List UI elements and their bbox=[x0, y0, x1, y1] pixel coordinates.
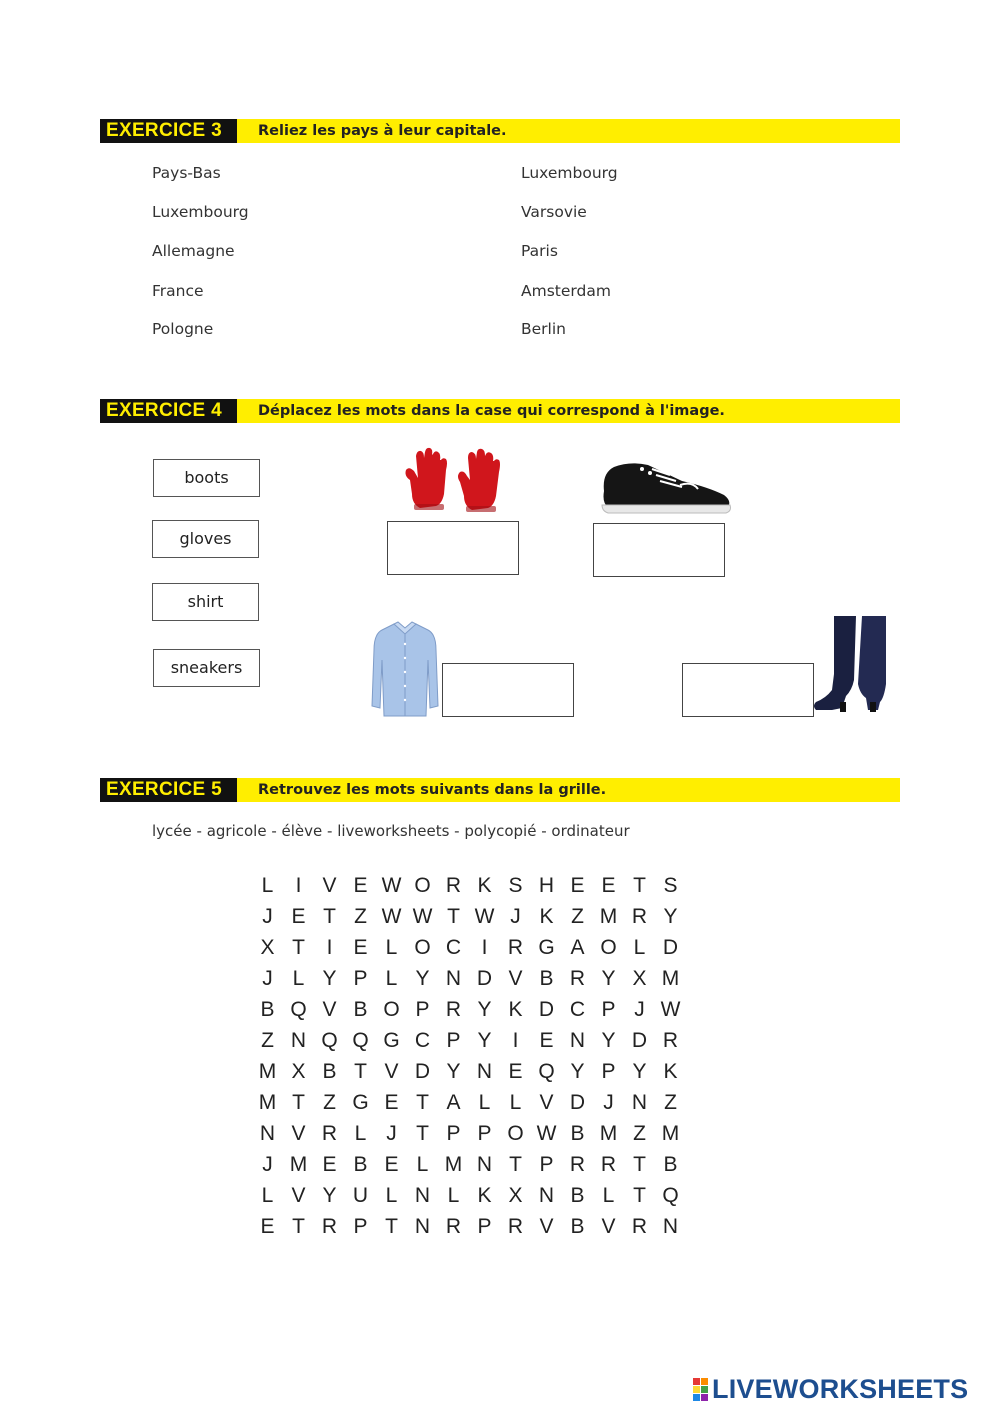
boots-image bbox=[812, 614, 894, 714]
grid-cell[interactable]: L bbox=[385, 966, 398, 990]
grid-cell[interactable]: L bbox=[633, 935, 646, 959]
grid-cell[interactable]: V bbox=[322, 873, 337, 897]
grid-cell[interactable]: E bbox=[539, 1028, 554, 1052]
grid-cell[interactable]: T bbox=[292, 935, 305, 959]
grid-cell[interactable]: E bbox=[291, 904, 306, 928]
grid-cell[interactable]: B bbox=[539, 966, 554, 990]
exercise-5-header bbox=[100, 778, 900, 802]
grid-cell[interactable]: B bbox=[570, 1214, 585, 1238]
grid-cell[interactable]: Y bbox=[446, 1059, 461, 1083]
grid-cell[interactable]: Z bbox=[323, 1090, 336, 1114]
grid-cell[interactable]: Y bbox=[322, 1183, 337, 1207]
country-item[interactable]: Luxembourg bbox=[152, 203, 249, 221]
grid-cell[interactable]: B bbox=[570, 1183, 585, 1207]
grid-cell[interactable]: E bbox=[353, 935, 368, 959]
grid-cell[interactable]: X bbox=[508, 1183, 523, 1207]
grid-cell[interactable]: E bbox=[508, 1059, 523, 1083]
grid-cell[interactable]: R bbox=[600, 1152, 617, 1176]
grid-cell[interactable]: W bbox=[536, 1121, 557, 1145]
grid-cell[interactable]: T bbox=[354, 1059, 367, 1083]
grid-cell[interactable]: M bbox=[289, 1152, 308, 1176]
grid-cell[interactable]: I bbox=[326, 935, 333, 959]
grid-cell[interactable]: P bbox=[446, 1121, 461, 1145]
exercise-3-instruction: Reliez les pays à leur capitale. bbox=[258, 123, 507, 139]
grid-cell[interactable]: K bbox=[477, 1183, 492, 1207]
grid-cell[interactable]: E bbox=[570, 873, 585, 897]
grid-cell[interactable]: J bbox=[262, 1152, 273, 1176]
grid-cell[interactable]: K bbox=[539, 904, 554, 928]
grid-cell[interactable]: D bbox=[476, 966, 493, 990]
grid-cell[interactable]: Q bbox=[290, 997, 307, 1021]
grid-cell[interactable]: L bbox=[292, 966, 305, 990]
grid-cell[interactable]: B bbox=[353, 1152, 368, 1176]
word-sneakers[interactable]: sneakers bbox=[153, 649, 260, 687]
grid-cell[interactable]: M bbox=[599, 1121, 618, 1145]
grid-cell[interactable]: M bbox=[661, 966, 680, 990]
grid-cell[interactable]: O bbox=[600, 935, 617, 959]
grid-cell[interactable]: N bbox=[414, 1183, 431, 1207]
grid-cell[interactable]: Y bbox=[570, 1059, 585, 1083]
word-boots[interactable]: boots bbox=[153, 459, 260, 497]
grid-cell[interactable]: O bbox=[383, 997, 400, 1021]
grid-cell[interactable]: V bbox=[384, 1059, 399, 1083]
grid-cell[interactable]: J bbox=[510, 904, 521, 928]
grid-cell[interactable]: N bbox=[445, 966, 462, 990]
grid-cell[interactable]: V bbox=[508, 966, 523, 990]
grid-cell[interactable]: Q bbox=[538, 1059, 555, 1083]
grid-cell[interactable]: R bbox=[507, 1214, 524, 1238]
grid-cell[interactable]: P bbox=[477, 1214, 492, 1238]
grid-cell[interactable]: E bbox=[601, 873, 616, 897]
grid-cell[interactable]: E bbox=[384, 1090, 399, 1114]
grid-cell[interactable]: N bbox=[662, 1214, 679, 1238]
grid-cell[interactable]: B bbox=[260, 997, 275, 1021]
grid-cell[interactable]: L bbox=[385, 935, 398, 959]
grid-cell[interactable]: M bbox=[258, 1059, 277, 1083]
logo-block bbox=[693, 1386, 700, 1393]
grid-cell[interactable]: B bbox=[353, 997, 368, 1021]
grid-cell[interactable]: R bbox=[631, 1214, 648, 1238]
logo-block bbox=[701, 1386, 708, 1393]
exercise-4-instruction: Déplacez les mots dans la case qui correspond à l'image. bbox=[258, 403, 725, 419]
grid-cell[interactable]: W bbox=[381, 904, 402, 928]
grid-cell[interactable]: R bbox=[569, 1152, 586, 1176]
country-item[interactable]: Allemagne bbox=[152, 242, 235, 260]
capital-item[interactable]: Berlin bbox=[521, 320, 566, 338]
grid-cell[interactable]: N bbox=[476, 1059, 493, 1083]
grid-cell[interactable]: M bbox=[444, 1152, 463, 1176]
grid-cell[interactable]: D bbox=[569, 1090, 586, 1114]
grid-cell[interactable]: E bbox=[260, 1214, 275, 1238]
grid-cell[interactable]: T bbox=[633, 1183, 646, 1207]
capital-item[interactable]: Amsterdam bbox=[521, 282, 611, 300]
grid-cell[interactable]: R bbox=[569, 966, 586, 990]
exercise-3-badge: EXERCICE 3 bbox=[100, 119, 237, 143]
grid-cell[interactable]: X bbox=[632, 966, 647, 990]
grid-cell[interactable]: G bbox=[538, 935, 555, 959]
exercise-5-badge: EXERCICE 5 bbox=[100, 778, 237, 802]
drop-box-boots[interactable] bbox=[682, 663, 814, 717]
grid-cell[interactable]: H bbox=[538, 873, 555, 897]
grid-cell[interactable]: L bbox=[509, 1090, 522, 1114]
grid-cell[interactable]: Y bbox=[601, 1028, 616, 1052]
grid-cell[interactable]: P bbox=[539, 1152, 554, 1176]
grid-cell[interactable]: R bbox=[321, 1214, 338, 1238]
grid-cell[interactable]: T bbox=[447, 904, 460, 928]
grid-cell[interactable]: M bbox=[258, 1090, 277, 1114]
drop-box-sneakers[interactable] bbox=[593, 523, 725, 577]
grid-cell[interactable]: A bbox=[570, 935, 585, 959]
grid-cell[interactable]: L bbox=[478, 1090, 491, 1114]
grid-cell[interactable]: G bbox=[383, 1028, 400, 1052]
grid-cell[interactable]: Y bbox=[415, 966, 430, 990]
grid-cell[interactable]: L bbox=[354, 1121, 367, 1145]
grid-cell[interactable]: N bbox=[538, 1183, 555, 1207]
grid-cell[interactable]: W bbox=[412, 904, 433, 928]
grid-cell[interactable]: P bbox=[601, 1059, 616, 1083]
grid-cell[interactable]: N bbox=[476, 1152, 493, 1176]
word-search-list: lycée - agricole - élève - liveworksheets - polycopié - ordinateur bbox=[152, 822, 630, 840]
grid-cell[interactable]: N bbox=[414, 1214, 431, 1238]
grid-cell[interactable]: V bbox=[291, 1183, 306, 1207]
grid-cell[interactable]: Y bbox=[601, 966, 616, 990]
grid-cell[interactable]: R bbox=[445, 997, 462, 1021]
grid-cell[interactable]: S bbox=[508, 873, 523, 897]
grid-cell[interactable]: I bbox=[295, 873, 302, 897]
logo-mark-icon bbox=[693, 1378, 708, 1401]
grid-cell[interactable]: G bbox=[352, 1090, 369, 1114]
grid-cell[interactable]: N bbox=[631, 1090, 648, 1114]
grid-cell[interactable]: I bbox=[481, 935, 488, 959]
grid-cell[interactable]: L bbox=[261, 873, 274, 897]
grid-cell[interactable]: L bbox=[602, 1183, 615, 1207]
exercise-4-header bbox=[100, 399, 900, 423]
grid-cell[interactable]: O bbox=[414, 935, 431, 959]
grid-cell[interactable]: R bbox=[445, 1214, 462, 1238]
grid-cell[interactable]: Z bbox=[633, 1121, 646, 1145]
grid-cell[interactable]: V bbox=[539, 1214, 554, 1238]
exercise-5-instruction: Retrouvez les mots suivants dans la grille. bbox=[258, 782, 607, 798]
grid-cell[interactable]: T bbox=[633, 873, 646, 897]
grid-cell[interactable]: T bbox=[323, 904, 336, 928]
grid-cell[interactable]: J bbox=[634, 997, 645, 1021]
grid-cell[interactable]: Y bbox=[632, 1059, 647, 1083]
shirt-image bbox=[368, 620, 442, 718]
grid-cell[interactable]: K bbox=[663, 1059, 678, 1083]
grid-cell[interactable]: P bbox=[353, 966, 368, 990]
grid-cell[interactable]: T bbox=[292, 1090, 305, 1114]
logo-block bbox=[701, 1378, 708, 1385]
grid-cell[interactable]: J bbox=[262, 966, 273, 990]
logo-block bbox=[701, 1394, 708, 1401]
grid-cell[interactable]: D bbox=[631, 1028, 648, 1052]
grid-cell[interactable]: C bbox=[445, 935, 462, 959]
grid-cell[interactable]: U bbox=[352, 1183, 369, 1207]
drop-box-gloves[interactable] bbox=[387, 521, 519, 575]
capital-item[interactable]: Paris bbox=[521, 242, 558, 260]
grid-cell[interactable]: E bbox=[322, 1152, 337, 1176]
grid-cell[interactable]: V bbox=[539, 1090, 554, 1114]
grid-cell[interactable]: O bbox=[414, 873, 431, 897]
grid-cell[interactable]: P bbox=[353, 1214, 368, 1238]
grid-cell[interactable]: N bbox=[569, 1028, 586, 1052]
grid-cell[interactable]: I bbox=[512, 1028, 519, 1052]
grid-cell[interactable]: W bbox=[660, 997, 681, 1021]
country-item[interactable]: Pologne bbox=[152, 320, 214, 338]
grid-cell[interactable]: W bbox=[381, 873, 402, 897]
grid-cell[interactable]: X bbox=[260, 935, 275, 959]
logo-text: LIVEWORKSHEETS bbox=[712, 1374, 969, 1404]
grid-cell[interactable]: D bbox=[414, 1059, 431, 1083]
word-gloves[interactable]: gloves bbox=[152, 520, 259, 558]
country-item[interactable]: Pays-Bas bbox=[152, 164, 221, 182]
logo-block bbox=[693, 1394, 700, 1401]
grid-cell[interactable]: R bbox=[445, 873, 462, 897]
grid-cell[interactable]: L bbox=[416, 1152, 429, 1176]
drop-box-shirt[interactable] bbox=[442, 663, 574, 717]
grid-cell[interactable]: M bbox=[599, 904, 618, 928]
grid-cell[interactable]: Y bbox=[663, 904, 678, 928]
grid-cell[interactable]: X bbox=[291, 1059, 306, 1083]
grid-cell[interactable]: C bbox=[414, 1028, 431, 1052]
grid-cell[interactable]: L bbox=[447, 1183, 460, 1207]
grid-cell[interactable]: V bbox=[601, 1214, 616, 1238]
grid-cell[interactable]: Y bbox=[322, 966, 337, 990]
grid-cell[interactable]: T bbox=[385, 1214, 398, 1238]
grid-cell[interactable]: B bbox=[663, 1152, 678, 1176]
country-item[interactable]: France bbox=[152, 282, 204, 300]
logo-block bbox=[693, 1378, 700, 1385]
grid-cell[interactable]: L bbox=[261, 1183, 274, 1207]
grid-cell[interactable]: J bbox=[262, 904, 273, 928]
grid-cell[interactable]: L bbox=[385, 1183, 398, 1207]
grid-cell[interactable]: Z bbox=[664, 1090, 677, 1114]
grid-cell[interactable]: K bbox=[508, 997, 523, 1021]
grid-cell[interactable]: N bbox=[259, 1121, 276, 1145]
grid-cell[interactable]: V bbox=[322, 997, 337, 1021]
gloves-image bbox=[400, 446, 510, 518]
grid-cell[interactable]: N bbox=[290, 1028, 307, 1052]
grid-cell[interactable]: R bbox=[507, 935, 524, 959]
grid-cell[interactable]: K bbox=[477, 873, 492, 897]
grid-cell[interactable]: A bbox=[446, 1090, 461, 1114]
word-shirt[interactable]: shirt bbox=[152, 583, 259, 621]
grid-cell[interactable]: E bbox=[353, 873, 368, 897]
grid-cell[interactable]: Q bbox=[321, 1028, 338, 1052]
grid-cell[interactable]: Q bbox=[352, 1028, 369, 1052]
grid-cell[interactable]: O bbox=[507, 1121, 524, 1145]
grid-cell[interactable]: Z bbox=[354, 904, 367, 928]
grid-cell[interactable]: Z bbox=[571, 904, 584, 928]
grid-cell[interactable]: V bbox=[291, 1121, 306, 1145]
sneakers-image bbox=[596, 455, 736, 517]
exercise-3-header bbox=[100, 119, 900, 143]
liveworksheets-logo bbox=[693, 1374, 968, 1404]
grid-cell[interactable]: T bbox=[416, 1121, 429, 1145]
grid-cell[interactable]: B bbox=[322, 1059, 337, 1083]
grid-cell[interactable]: C bbox=[569, 997, 586, 1021]
grid-cell[interactable]: Q bbox=[662, 1183, 679, 1207]
grid-cell[interactable]: T bbox=[292, 1214, 305, 1238]
grid-cell[interactable]: D bbox=[538, 997, 555, 1021]
grid-cell[interactable]: Y bbox=[477, 997, 492, 1021]
grid-cell[interactable]: P bbox=[415, 997, 430, 1021]
grid-cell[interactable]: W bbox=[474, 904, 495, 928]
grid-cell[interactable]: S bbox=[663, 873, 678, 897]
exercise-4-badge: EXERCICE 4 bbox=[100, 399, 237, 423]
grid-cell[interactable]: T bbox=[416, 1090, 429, 1114]
grid-cell[interactable]: J bbox=[603, 1090, 614, 1114]
grid-cell[interactable]: J bbox=[386, 1121, 397, 1145]
grid-cell[interactable]: P bbox=[446, 1028, 461, 1052]
grid-cell[interactable]: T bbox=[509, 1152, 522, 1176]
grid-cell[interactable]: P bbox=[477, 1121, 492, 1145]
grid-cell[interactable]: P bbox=[601, 997, 616, 1021]
grid-cell[interactable]: M bbox=[661, 1121, 680, 1145]
grid-cell[interactable]: R bbox=[631, 904, 648, 928]
grid-cell[interactable]: Z bbox=[261, 1028, 274, 1052]
capital-item[interactable]: Varsovie bbox=[521, 203, 587, 221]
word-search-grid[interactable] bbox=[252, 870, 686, 1242]
grid-cell[interactable]: Y bbox=[477, 1028, 492, 1052]
capital-item[interactable]: Luxembourg bbox=[521, 164, 618, 182]
grid-cell[interactable]: E bbox=[384, 1152, 399, 1176]
grid-cell[interactable]: R bbox=[662, 1028, 679, 1052]
grid-cell[interactable]: B bbox=[570, 1121, 585, 1145]
grid-cell[interactable]: D bbox=[662, 935, 679, 959]
grid-cell[interactable]: R bbox=[321, 1121, 338, 1145]
grid-cell[interactable]: T bbox=[633, 1152, 646, 1176]
